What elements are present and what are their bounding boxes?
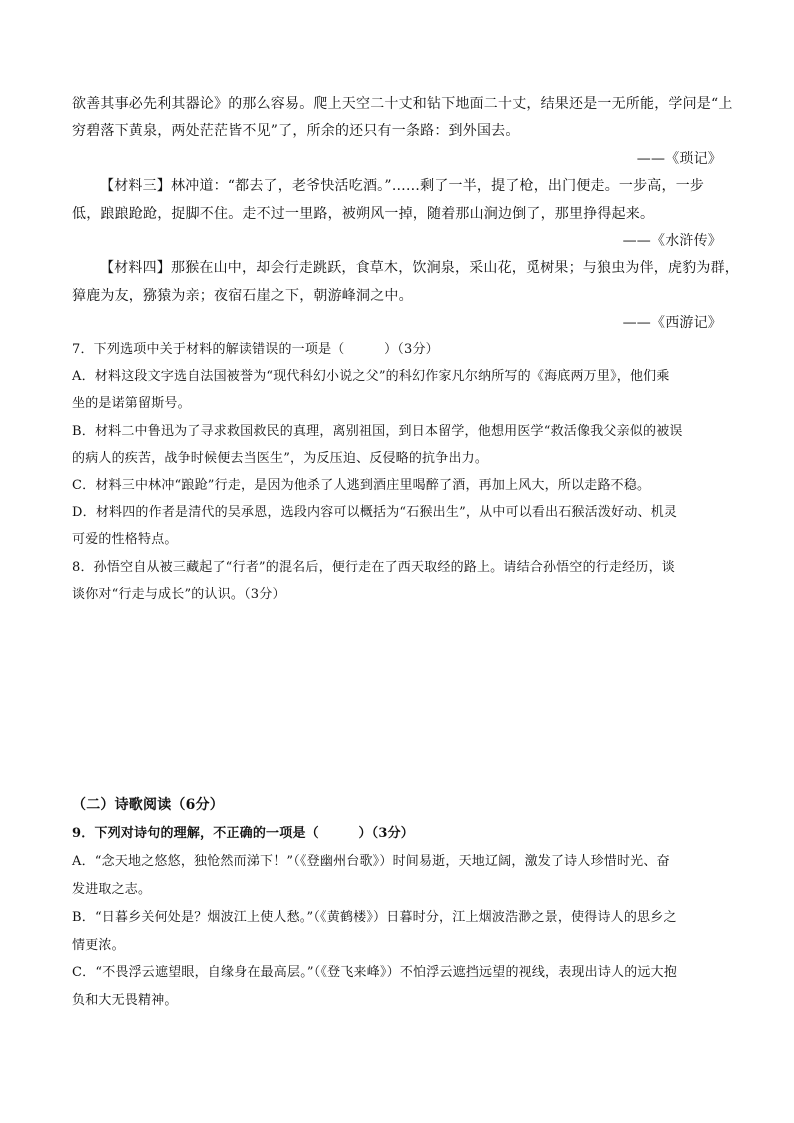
- question-7-option-b-line-1: B．材料二中鲁迅为了寻求救国救民的真理，离别祖国，到日本留学，他想用医学“救活像我父亲似的被误: [72, 424, 683, 439]
- question-7-option-a-line-2: 坐的是诺第留斯号。: [72, 396, 191, 411]
- material4-source: ——《西游记》: [622, 315, 722, 331]
- question-9-option-c-line-2: 负和大无畏精神。: [72, 993, 178, 1008]
- question-9-stem: 9．下列对诗句的理解，不正确的一项是（ ）（3分）: [72, 826, 414, 841]
- question-7-option-d-line-2: 可爱的性格特点。: [72, 532, 178, 547]
- question-7-option-d-line-1: D．材料四的作者是清代的吴承恩，选段内容可以概括为“石猴出生”，从中可以看出石猴活泼好动、机灵: [72, 505, 678, 520]
- material2-source: ——《琐记》: [636, 151, 722, 167]
- material3-source: ——《水浒传》: [622, 233, 722, 249]
- material2-line-1: 欲善其事必先利其器论》的那么容易。爬上天空二十丈和钻下地面二十丈，结果还是一无所能，学问是“上: [72, 96, 733, 112]
- material4-line-1: 【材料四】那猴在山中，却会行走跳跃，食草木，饮涧泉，采山花，觅树果；与狼虫为伴，虎豹为群，: [100, 260, 739, 276]
- question-9-option-a-line-2: 发进取之志。: [72, 882, 152, 897]
- question-9-option-b-line-2: 情更浓。: [72, 938, 125, 953]
- question-8-line-1: 8．孙悟空自从被三藏起了“行者”的混名后，便行走在了西天取经的路上。请结合孙悟空的行走经历，谈: [72, 560, 675, 575]
- section-2-title: （二）诗歌阅读（6分）: [72, 797, 224, 813]
- material2-line-2: 穷碧落下黄泉，两处茫茫皆不见”了，所余的还只有一条路：到外国去。: [72, 123, 520, 139]
- question-9-option-c-line-1: C．“不畏浮云遮望眼，自缘身在最高层。”（《登飞来峰》）不怕浮云遮挡远望的视线，表现出诗人的远大抱: [72, 965, 678, 980]
- material4-line-2: 獐鹿为友，猕猿为亲；夜宿石崖之下，朝游峰洞之中。: [72, 288, 413, 304]
- question-9-option-a-line-1: A．“念天地之悠悠，独怆然而涕下！”（《登幽州台歌》）时间易逝，天地辽阔，激发了诗人珍惜时光、奋: [72, 854, 670, 869]
- question-9-option-b-line-1: B．“日暮乡关何处是？烟波江上使人愁。”（《黄鹤楼》）日暮时分，江上烟波浩渺之景，使得诗人的思乡之: [72, 910, 677, 925]
- question-7-option-b-line-2: 的病人的疾苦，战争时候便去当医生”，为反压迫、反侵略的抗争出力。: [72, 451, 489, 466]
- question-7-option-c: C．材料三中林冲“踉跄”行走，是因为他杀了人逃到酒庄里喝醉了酒，再加上风大，所以走路不稳。: [72, 478, 651, 493]
- question-7-option-a-line-1: A．材料这段文字选自法国被誉为“现代科幻小说之父”的科幻作家凡尔纳所写的《海底两万里》，他们乘: [72, 369, 670, 384]
- material3-line-2: 低，踉踉跄跄，捉脚不住。走不过一里路，被朔风一掉，随着那山涧边倒了，那里挣得起来。: [72, 206, 655, 222]
- material3-line-1: 【材料三】林冲道：“都去了，老爷快活吃酒。”……剩了一半，提了枪，出门便走。一步高，一步: [100, 178, 705, 194]
- question-7-stem: 7．下列选项中关于材料的解读错误的一项是（ ）（3分）: [72, 342, 439, 357]
- question-8-line-2: 谈你对“行走与成长”的认识。（3分）: [72, 587, 286, 602]
